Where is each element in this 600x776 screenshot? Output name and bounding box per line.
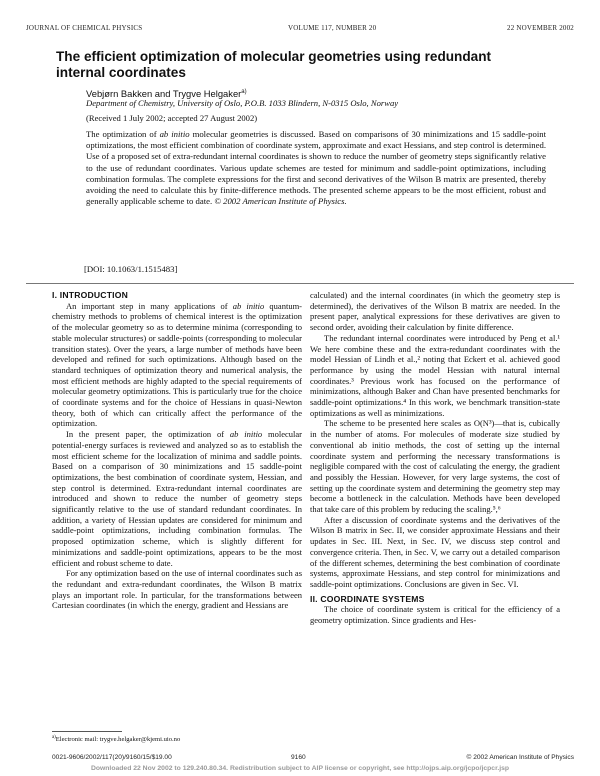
affiliation: Department of Chemistry, University of Oslo, P.O.B. 1033 Blindern, N-0315 Oslo, Norway — [86, 98, 399, 108]
right-paragraph-4: After a discussion of coordinate systems and the derivatives of the Wilson B matrix in Sec. II, we consider approximate Hessians and their updates in Sec. III. Next, in Sec. IV, we discuss step control and convergence criteria. Then, in Sec. V, we carry out a detailed comparison of the different schemes, determining the best combination of coordinate systems, approximate Hessians, and step control for minimizations and saddle-point optimizations. Conclusions are given in Sec. VI. — [310, 514, 560, 589]
abstract-text-1: The optimization of — [86, 129, 160, 139]
page-number: 9160 — [291, 754, 306, 761]
title-line-1: The efficient optimization of molecular geometries using redundant — [56, 49, 492, 64]
volume-number: VOLUME 117, NUMBER 20 — [288, 24, 377, 32]
footnote-mark: a) — [52, 735, 56, 740]
footnote-rule — [52, 731, 122, 732]
received-dates: (Received 1 July 2002; accepted 27 August 2002) — [86, 113, 258, 123]
download-notice: Downloaded 22 Nov 2002 to 129.240.80.34. Redistribution subject to AIP license or copyright, see http://ojps.aip.org/jcpo/jcpcr.jsp — [90, 765, 510, 772]
running-header — [26, 24, 574, 36]
footer-copyright: © 2002 American Institute of Physics — [466, 754, 574, 761]
right-paragraph-1: calculated) and the internal coordinates (in which the geometry step is determined), the derivatives of the Wilson B matrix are needed. In the present paper, analytical expressions for these derivatives are given to second order, avoiding their calculation by finite difference. — [310, 290, 560, 333]
right-paragraph-2: The redundant internal coordinates were introduced by Peng et al.¹ We here combine these and the extra-redundant coordinates with the model Hessian of Lindh et al.,² noting that Eckert et al. achieved good performance by using the model Hessian with natural internal coordinates.³ Previous work has focused on the performance of minimizations, although Baker and Chan have presented benchmarks for saddle-point optimizations.⁴ In this work, we benchmark transition-state optimizations as well as minimizations. — [310, 332, 560, 418]
abstract-text-2: molecular geometries is discussed. Based on comparisons of 30 minimizations and 15 saddle-point optimizations, the most efficient combination of coordinate system, approximate and exact Hessians, and step control is determined. Use of a proposed set of extra-redundant internal coordinates is shown to reduce the number of geometry steps significantly relative to the use of redundant coordinates. Various update schemes are tested for minimum and saddle-point optimizations, including combination formulas. The complete expressions for the first and second derivatives of the Wilson B matrix are presented, thereby avoiding the need to calculate this by finite-difference methods. The presented scheme appears to be the most efficient, robust and generally applicable scheme to date. — [86, 129, 546, 207]
section-heading-introduction: I. INTRODUCTION — [52, 290, 129, 300]
right-column — [310, 290, 560, 626]
text-run: An important step in many applications of — [66, 300, 233, 311]
text-run: molecular potential-energy surfaces is reviewed and analyzed so as to establish the most efficient scheme for the localization of minima and saddle points. Based on a comparison of 30 minimizations and 15 saddle-point optimizations, the best combination of coordinate system, Hessian, and step control is determined. Extra-redundant internal coordinates are introduced and shown to reduce the number of geometry steps significantly relative to the use of standard redundant coordinates. In addition, a variety of Hessian updates are considered for minimum and saddle-point optimizations, including combination formulas. The proposed optimization scheme, which is slightly different for minimizations and saddle-point optimizations, appears to be the most efficient and robust scheme to date. — [52, 429, 302, 568]
issue-date: 22 NOVEMBER 2002 — [507, 24, 574, 32]
article-title — [56, 49, 556, 81]
footnote-text: Electronic mail: trygve.helgaker@kjemi.uio.no — [55, 736, 181, 744]
abstract-copyright: © 2002 American Institute of Physics. — [214, 196, 347, 207]
footnote — [52, 735, 180, 743]
authors: Vebjørn Bakken and Trygve Helgaker — [86, 88, 242, 100]
page-footer — [26, 754, 574, 763]
intro-paragraph-1 — [52, 301, 302, 429]
emphasis: ab initio — [229, 429, 263, 440]
text-run: quantum-chemistry methods to problems of chemical interest is the optimization of the molecular geometry so as to determine minima (corresponding to stable molecular structures) or saddle-points (corresponding to molecular transition states). Over the years, a large number of methods have been developed and refined for such optimizations. Although based on the standard techniques of optimization theory and numerical analysis, the most efficient methods are highly adapted to the special requirements of molecular geometry optimizations. This is particularly true for the choice of coordinate systems and for the choice of Hessians in quasi-Newton theory, both of which can critically affect the performance of the optimization. — [52, 300, 303, 429]
section-divider — [26, 283, 574, 284]
author-footnote-mark: a) — [241, 89, 247, 95]
right-paragraph-5: The choice of coordinate system is critical for the efficiency of a geometry optimization. Since gradients and Hes- — [310, 604, 560, 626]
doi-link[interactable]: [DOI: 10.1063/1.1515483] — [84, 264, 178, 274]
journal-code: 0021-9606/2002/117(20)/9160/15/$19.00 — [52, 754, 172, 761]
section-heading-coordinate-systems: II. COORDINATE SYSTEMS — [310, 593, 425, 604]
right-paragraph-3: The scheme to be presented here scales as O(N³)—that is, cubically in the number of atoms. For molecules of moderate size studied by conventional ab initio methods, the cost of setting up the internal coordinate system and performing the necessary transformations is negligible compared with the cost of calculating the energy, the gradient and possibly the Hessian. However, for very large systems, the cost of setting up the coordinate system and determining the geometry step may become a bottleneck in the calculation. Methods have been developed that take care of this problem by reducing the scaling.⁵,⁶ — [310, 418, 560, 515]
emphasis: ab initio — [232, 300, 265, 311]
text-run: In the present paper, the optimization of — [66, 429, 230, 440]
left-column — [52, 290, 302, 611]
journal-name: JOURNAL OF CHEMICAL PHYSICS — [26, 24, 143, 32]
abstract — [86, 129, 546, 207]
intro-paragraph-3: For any optimization based on the use of internal coordinates such as the redundant and extra-redundant coordinates, the Wilson B matrix plays an important role. In particular, for the transformations between Cartesian coordinates (in which the energy, gradient and Hessians are — [52, 568, 302, 611]
abstract-emphasis: ab initio — [159, 129, 190, 139]
intro-paragraph-2 — [52, 429, 302, 568]
title-line-2: internal coordinates — [56, 65, 186, 80]
